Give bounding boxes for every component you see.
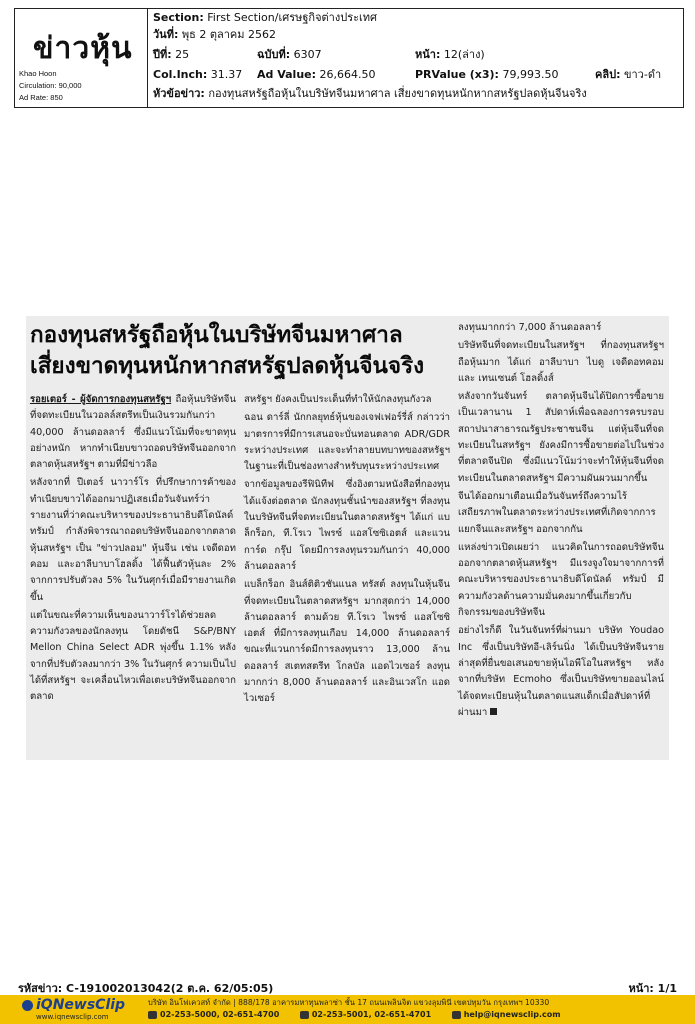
issue-value: 6307 — [293, 48, 322, 61]
phone-icon — [148, 1011, 157, 1019]
paragraph: สหรัฐฯ ยังคงเป็นประเด็นที่ทำให้นักลงทุนกังวล — [244, 394, 432, 405]
page-label: หน้า: — [415, 48, 441, 61]
page-value: 12(ล่าง) — [443, 48, 485, 61]
paragraph: หลังจากที่ ปีเตอร์ นาวาร์โร ที่ปรึกษาการค้าของทำเนียบขาวได้ออกมาปฏิเสธเมื่อวันจันทร์ว่า รายงานที่ว่าคณะบริหารของประธานาธิบดีโดนัลด์ ทรัมป์ กำลังพิจารณาถอดบริษัทจีนออกจากตลาดหุ้นสหรัฐฯ เป็น "ข่าวปลอม" หุ้นจีน เช่น เจดีดอทคอม และอาลีบาบาโฮลดิ้ง ได้ฟื้นตัวหุ้นละ 2% จากการปรับตัวลง 5% ในวันศุกร์เมื่อมีรายงานเกิดขึ้น — [30, 477, 236, 603]
clip-metadata — [149, 9, 683, 107]
paragraph: แบล็กร็อก อินส์ติติวชันแนล ทรัสต์ ลงทุนในหุ้นจีนที่จดทะเบียนในตลาดสหรัฐฯ มากสุดกว่า 14,000 ล้านดอลลาร์ ตามด้วย ที.โรเว ไพรซ์ แอสโซซิเอตส์ ที่มีการลงทุนเกือบ 14,000 ล้านดอลลาร์ ขณะที่แวนการ์ดมีการลงทุนราว 13,000 ล้านดอลลาร์ สเตทสตรีท โกลบัล แอดไวเซอร์ ลงทุนมากกว่า 8,000 ล้านดอลลาร์ และอินเวสโก แอดไวเซอร์ — [244, 579, 450, 705]
paragraph: แหล่งข่าวเปิดเผยว่า แนวคิดในการถอดบริษัทจีนออกจากตลาดหุ้นสหรัฐฯ มีแรงจูงใจมาจากการที่คณะบริหารของประธานาธิบดีโดนัลด์ ทรัมป์ มีความกังวลด้านความมั่นคงมากขึ้นเกี่ยวกับกิจกรรมของบริษัทจีน — [458, 541, 664, 619]
clip-label: คลิป: — [595, 68, 621, 81]
issue-label: ฉบับที่: — [257, 48, 291, 61]
news-code-label: รหัสข่าว: — [18, 982, 63, 995]
year-label: ปีที่: — [153, 48, 172, 61]
paragraph: จีนได้ออกมาเตือนเมื่อวันจันทร์ถึงความไร้เสถียรภาพในตลาดระหว่างประเทศที่เกิดจากการแยกจีนและสหรัฐฯ ออกจากกัน — [458, 490, 656, 535]
iqnewsclip-brand: iQNewsClip — [36, 997, 126, 1013]
article-column-2 — [244, 392, 450, 758]
date-value: พุธ 2 ตุลาคม 2562 — [181, 28, 276, 41]
byline: รอยเตอร์ - ผู้จัดการกองทุนสหรัฐฯ — [30, 394, 172, 405]
iqnewsclip-logo[interactable] — [22, 997, 125, 1013]
clip-header — [14, 8, 684, 108]
news-code-value: C-191002013042(2 ต.ค. 62/05:05) — [66, 982, 274, 995]
email-icon — [452, 1011, 461, 1019]
ad-value-label: Ad Value: — [257, 68, 317, 81]
col-inch-value: 31.37 — [210, 68, 243, 81]
paragraph: แต่ในขณะที่ความเห็นของนาวาร์โรได้ช่วยลดความกังวลของนักลงทุน โดยดัชนี S&P/BNY Mellon China Select ADR พุ่งขึ้น 1.1% หลังจากที่ปรับตัวลงมากว่า 3% ในวันศุกร์ ความเป็นไปได้ที่สหรัฐฯ จะเคลื่อนไหวเพื่อเตะบริษัทจีนออกจากตลาด — [30, 609, 236, 703]
footer-bar — [0, 995, 695, 1024]
circulation: Circulation: 90,000 — [19, 81, 82, 90]
contact-row — [148, 1010, 579, 1019]
year-value: 25 — [175, 48, 190, 61]
paragraph: บริษัทจีนที่จดทะเบียนในสหรัฐฯ ที่กองทุนสหรัฐฯ ถือหุ้นมาก ได้แก่ อาลีบาบา ไบดู เจดีดอทคอม และ เทนเซนต์ โฮลดิ้งส์ — [458, 340, 664, 384]
pr-value-label: PRValue (x3): — [415, 68, 499, 81]
section-value: First Section/เศรษฐกิจต่างประเทศ — [207, 11, 378, 24]
headline-line-2: เสี่ยงขาดทุนหนักหากสหรัฐปลดหุ้นจีนจริง — [30, 353, 425, 379]
col-inch-label: Col.Inch: — [153, 68, 208, 81]
page-count-label: หน้า: — [628, 982, 654, 995]
clip-value: ขาว-ดำ — [623, 68, 662, 81]
paragraph: หลังจากวันจันทร์ ตลาดหุ้นจีนได้ปิดการซื้อขายเป็นเวลานาน 1 สัปดาห์เพื่อฉลองการครบรอบสถาปนาสาธารณรัฐประชาชนจีน แต่หุ้นจีนที่จดทะเบียนในสหรัฐฯ ยังคงมีการซื้อขายต่อไปในช่วงที่ตลาดจีนปิด ซึ่งมีแนวโน้มว่าจะทำให้หุ้นจีนที่จดทะเบียนในตลาดสหรัฐฯ มีความผันผวนมากขึ้น — [458, 391, 664, 484]
ad-value: 26,664.50 — [319, 68, 376, 81]
paragraph: ลงทุนมากกว่า 7,000 ล้านดอลลาร์ — [458, 322, 602, 333]
publication-name-en: Khao Hoon — [19, 69, 57, 78]
footer-url[interactable]: www.iqnewsclip.com — [36, 1013, 109, 1021]
ad-rate: Ad Rate: 850 — [19, 93, 63, 102]
company-address: บริษัท อินโฟเควสท์ จำกัด | 888/178 อาคารมหาทุนพลาซ่า ชั้น 17 ถนนเพลินจิต แขวงลุมพินี เขตปทุมวัน กรุงเทพฯ 10330 — [148, 998, 550, 1007]
end-of-article-mark — [490, 708, 497, 715]
pr-value: 79,993.50 — [502, 68, 559, 81]
topic-value: กองทุนสหรัฐถือหุ้นในบริษัทจีนมหาศาล เสี่ยงขาดทุนหนักหากสหรัฐปลดหุ้นจีนจริง — [208, 87, 587, 100]
fax-icon — [300, 1011, 309, 1019]
paragraph: ถือหุ้นบริษัทจีนที่จดทะเบียนในวอลล์สตรีทเป็นเงินรวมกันกว่า 40,000 ล้านดอลลาร์ ซึ่งมีแนวโน้มที่จะขาดทุนอย่างหนัก หากทำเนียบขาวถอดบริษัทจีนออกจากตลาดหุ้นสหรัฐฯ ตามที่มีข่าวลือ — [30, 394, 236, 471]
paragraph: จากข้อมูลของรีฟินิทีฟ ซึ่งอิงตามหนังสือที่กองทุนได้แจ้งต่อตลาด นักลงทุนชั้นนำของสหรัฐฯ ที่ลงทุนในบริษัทจีนที่จดทะเบียนในตลาดสหรัฐฯ ได้แก่ แบล็กร็อก, ที.โรเว ไพรซ์ แอสโซซิเอตส์ และแวนการ์ด กรุ๊ป โดยมีการลงทุนรวมกันกว่า 40,000 ล้านดอลลาร์ — [244, 479, 450, 572]
page-count-value: 1/1 — [657, 982, 677, 995]
email-address[interactable]: help@iqnewsclip.com — [463, 1010, 561, 1019]
date-label: วันที่: — [153, 28, 179, 41]
fax-number: 02-253-5001, 02-651-4701 — [311, 1010, 432, 1019]
phone-number: 02-253-5000, 02-651-4700 — [160, 1010, 280, 1019]
headline-line-1: กองทุนสหรัฐถือหุ้นในบริษัทจีนมหาศาล — [30, 322, 403, 348]
article-headline — [30, 320, 454, 382]
article-column-3 — [458, 320, 664, 758]
paragraph: ฉอน ดาร์ลี่ นักกลยุทธ์หุ้นของเจฟเฟอร์รี่ส์ กล่าวว่า มาตรการที่มีการเสนอจะบั่นทอนตลาด ADR/GDR ระหว่างประเทศ และจะทำลายบทบาทของสหรัฐฯ ในฐานะที่เป็นช่องทางสำหรับทุนระหว่างประเทศ — [244, 412, 450, 473]
iqnewsclip-logo-icon — [22, 1000, 33, 1011]
paragraph: อย่างไรก็ดี ในวันจันทร์ที่ผ่านมา บริษัท Youdao Inc ซึ่งเป็นบริษัทอี-เลิร์นนิ่ง ได้เป็นบริษัทจีนรายล่าสุดที่ยื่นขอเสนอขายหุ้นไอพีโอในสหรัฐฯ หลังจากที่บริษัท Ecmoho ซึ่งเป็นบริษัทขายออนไลน์ได้จดทะเบียนหุ้นในตลาดแนสแด็กเมื่อสัปดาห์ที่ผ่านมา — [458, 625, 664, 718]
article-column-1 — [30, 392, 236, 758]
publication-logo: ข่าวหุ้น — [33, 31, 133, 66]
topic-label: หัวข้อข่าว: — [153, 87, 205, 100]
news-clipping — [26, 316, 669, 760]
publication-brand — [15, 9, 148, 107]
section-label: Section: — [153, 11, 204, 24]
